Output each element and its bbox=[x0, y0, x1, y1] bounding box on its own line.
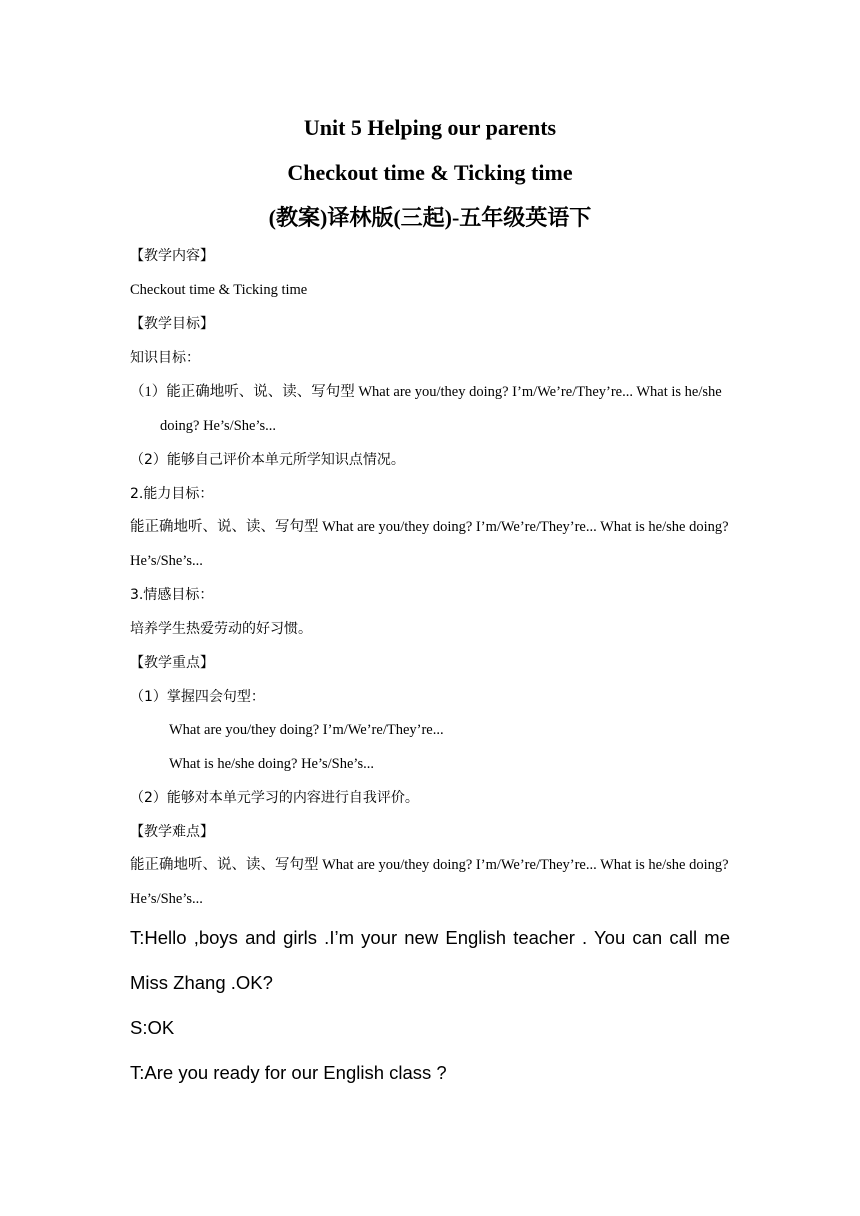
goals-heading: 【教学目标】 bbox=[130, 316, 214, 332]
document-title: Unit 5 Helping our parents bbox=[303, 115, 557, 140]
document-subtitle: Checkout time & Ticking time bbox=[287, 160, 573, 185]
knowledge-goal-label: 知识目标： bbox=[130, 350, 200, 366]
knowledge-item-1: （1）能正确地听、说、读、写句型 What are you/they doing? I’m/We’re/They’re... What is he/she bbox=[130, 384, 722, 400]
emotion-text: 培养学生热爱劳动的好习惯。 bbox=[130, 621, 312, 637]
ability-goal-label: 2.能力目标： bbox=[130, 486, 214, 502]
dialogue-teacher-1-cont: Miss Zhang .OK? bbox=[130, 972, 273, 993]
ability-text-line-2: He’s/She’s... bbox=[130, 553, 203, 569]
ability-text-line-1: 能正确地听、说、读、写句型 What are you/they doing? I’m/We’re/They’re... What is he/she doing? bbox=[130, 519, 729, 535]
key-item-1: （1）掌握四会句型： bbox=[130, 689, 265, 705]
dialogue-teacher-1: T:Hello ,boys and girls .I’m your new English teacher . You can call me bbox=[130, 927, 730, 948]
difficult-points-heading: 【教学难点】 bbox=[130, 824, 214, 840]
key-item-2: （2）能够对本单元学习的内容进行自我评价。 bbox=[130, 790, 419, 806]
difficult-text-line-2: He’s/She’s... bbox=[130, 891, 203, 907]
key-sentence-1: What are you/they doing? I’m/We’re/They’re... bbox=[169, 722, 444, 738]
key-sentence-2: What is he/she doing? He’s/She’s... bbox=[169, 756, 374, 772]
emotion-goal-label: 3.情感目标： bbox=[130, 587, 214, 603]
dialogue-student-1: S:OK bbox=[130, 1017, 175, 1038]
document-subtitle-cn: (教案)译林版(三起)-五年级英语下 bbox=[268, 205, 592, 230]
dialogue-teacher-2: T:Are you ready for our English class ? bbox=[130, 1062, 447, 1083]
knowledge-item-2: （2）能够自己评价本单元所学知识点情况。 bbox=[130, 452, 405, 468]
content-text: Checkout time & Ticking time bbox=[130, 282, 308, 298]
difficult-text-line-1: 能正确地听、说、读、写句型 What are you/they doing? I’m/We’re/They’re... What is he/she doing? bbox=[130, 857, 729, 873]
knowledge-item-1-cont: doing? He’s/She’s... bbox=[160, 418, 276, 434]
content-heading: 【教学内容】 bbox=[130, 248, 214, 264]
key-points-heading: 【教学重点】 bbox=[130, 655, 214, 671]
